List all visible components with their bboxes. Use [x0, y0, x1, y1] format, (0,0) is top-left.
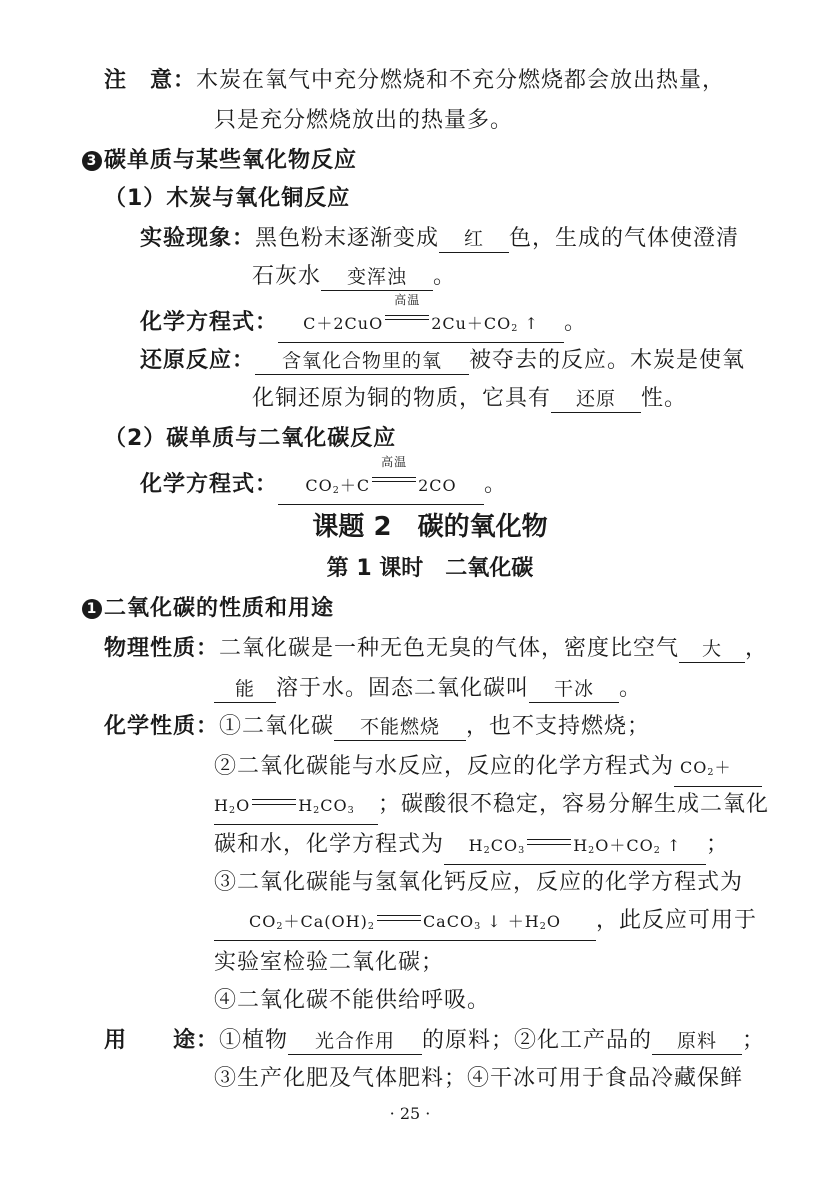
reduction-text-b: 化铜还原为铜的物质，它具有 — [252, 386, 552, 411]
eq5-caco-sub: 3 — [474, 920, 482, 932]
equation-end-1: 。 — [564, 310, 588, 335]
eq3-co-sub: 2 — [707, 766, 715, 778]
eq2-mid: ＋C — [339, 476, 371, 495]
eq1-condition-text: 高温 — [394, 293, 421, 307]
physical-line-1 — [104, 634, 768, 664]
eq1-gas-arrow: ↑ — [518, 314, 539, 333]
equation-label-1: 化学方程式： — [140, 310, 279, 335]
eq2-condition-text: 高温 — [381, 455, 408, 469]
equation-end-2: 。 — [484, 472, 508, 497]
physical-label: 物理性质： — [104, 636, 220, 661]
lesson-title: 课题 2 碳的氧化物 — [312, 512, 548, 542]
phenomenon-text-b: 色，生成的气体使澄清 — [509, 226, 740, 251]
equation-blank-2 — [278, 455, 484, 505]
eq4-h2: H — [573, 836, 589, 855]
eq2-subscript: 2 — [332, 484, 340, 496]
answer-blank-can: 能 — [214, 676, 276, 703]
eq5-co: CO — [249, 912, 277, 931]
eq2-equals-sign — [372, 477, 416, 482]
use-label: 用 途： — [104, 1028, 220, 1053]
subsection-1-title: （1）木炭与氧化铜反应 — [104, 186, 351, 211]
chemical-line-1 — [104, 712, 650, 742]
chemical-3-text-a: ③二氧化碳能与氢氧化钙反应，反应的化学方程式为 — [214, 870, 744, 895]
reduction-line-2 — [252, 384, 687, 414]
eq4-oco: O＋CO — [595, 836, 654, 855]
section-3-badge: 3 — [82, 151, 102, 171]
eq5-o: O — [546, 912, 561, 931]
note-line-1 — [104, 66, 725, 96]
eq3-equals-sign — [252, 799, 296, 805]
section-1-heading — [82, 594, 334, 624]
use-1-text-b: 的原料；②化工产品的 — [422, 1028, 653, 1053]
eq4-gas-arrow: ↑ — [660, 836, 682, 855]
note-text-1: 木炭在氧气中充分燃烧和不充分燃烧都会放出热量， — [196, 68, 726, 93]
eq1-subscript: 2 — [511, 322, 519, 334]
eq5-equals-sign — [377, 915, 421, 921]
answer-blank-photosynthesis: 光合作用 — [288, 1028, 422, 1055]
chemical-2-line-2 — [214, 790, 769, 825]
reduction-label: 还原反应： — [140, 348, 256, 373]
subsection-2-title: （2）碳单质与二氧化碳反应 — [104, 426, 397, 451]
section-3-heading — [82, 146, 357, 176]
use-1-end: ； — [742, 1028, 766, 1053]
eq1-condition — [383, 293, 431, 329]
answer-blank-greater: 大 — [679, 636, 745, 663]
chemical-2-line-1 — [214, 752, 762, 787]
phenomenon-end: 。 — [433, 264, 457, 289]
equation-blank-3b — [214, 793, 378, 825]
chemical-2-text-b: ；碳酸很不稳定，容易分解生成二氧化 — [378, 792, 770, 817]
physical-text-b: 溶于水。固态二氧化碳叫 — [276, 676, 530, 701]
use-1-text-a: ①植物 — [219, 1028, 289, 1053]
eq1-equals-sign — [385, 315, 429, 320]
equation-blank-4 — [444, 833, 706, 865]
use-line-2 — [214, 1064, 743, 1094]
eq5-caoh-sub: 2 — [367, 920, 375, 932]
eq3-h: H — [214, 796, 229, 815]
note-text-2: 只是充分燃烧放出的热量多。 — [214, 108, 514, 133]
eq1-left: C＋2CuO — [303, 314, 384, 333]
chemical-2-text-a: ②二氧化碳能与水反应，反应的化学方程式为 — [214, 754, 675, 779]
eq5-caco: CaCO — [422, 912, 475, 931]
subsection-1-heading — [104, 184, 350, 214]
answer-blank-dry-ice: 干冰 — [529, 676, 619, 703]
eq2-left: CO — [305, 476, 333, 495]
answer-blank-not-burn: 不能燃烧 — [334, 714, 466, 741]
phenomenon-text-c: 石灰水 — [252, 264, 322, 289]
eq5-caoh: ＋Ca(OH) — [283, 912, 368, 931]
use-2-text: ③生产化肥及气体肥料；④干冰可用于食品冷藏保鲜 — [214, 1066, 744, 1091]
chemical-4-line — [214, 986, 490, 1016]
chemical-2-line-3 — [214, 830, 729, 865]
eq3-co: CO — [680, 758, 708, 777]
eq4-co2-sub: 2 — [653, 844, 661, 856]
equation-line-2 — [140, 455, 508, 505]
chemical-label: 化学性质： — [104, 714, 220, 739]
chemical-4-text: ④二氧化碳不能供给呼吸。 — [214, 988, 491, 1013]
chemical-1-text-a: ①二氧化碳 — [219, 714, 335, 739]
physical-end: 。 — [619, 676, 643, 701]
eq4-h: H — [468, 836, 484, 855]
use-line-1 — [104, 1026, 765, 1056]
subsection-2-heading — [104, 424, 396, 454]
chemical-3-text-b: ，此反应可用于 — [596, 908, 758, 933]
reduction-text-a: 被夺去的反应。木炭是使氧 — [469, 348, 746, 373]
eq4-co3: CO — [490, 836, 519, 855]
eq2-right: 2CO — [418, 476, 457, 495]
section-1-badge: 1 — [82, 599, 102, 619]
chemical-3-line-1 — [214, 868, 743, 898]
lesson-period: 第 1 课时 二氧化碳 — [326, 556, 534, 581]
eq4-equals-sign — [527, 839, 571, 845]
answer-blank-raw-material: 原料 — [652, 1028, 742, 1055]
equation-blank-1 — [278, 293, 564, 343]
section-3-title: 碳单质与某些氧化物反应 — [104, 148, 358, 173]
eq5-co-sub: 2 — [276, 920, 284, 932]
answer-blank-oxygen: 含氧化合物里的氧 — [255, 348, 469, 375]
eq4-co3-sub: 3 — [518, 844, 526, 856]
chemical-3-line-2 — [214, 906, 757, 941]
physical-text-a: 二氧化碳是一种无色无臭的气体，密度比空气 — [219, 636, 680, 661]
chemical-2-end: ； — [706, 832, 730, 857]
section-1-title: 二氧化碳的性质和用途 — [104, 596, 335, 621]
eq5-precip-h: ↓ ＋H — [481, 912, 540, 931]
eq3-h2: H — [298, 796, 314, 815]
eq1-right: 2Cu＋CO — [431, 314, 512, 333]
eq3-h2-sub: 2 — [313, 804, 321, 816]
page-number: · 25 · — [389, 1104, 431, 1123]
eq5-h-sub: 2 — [539, 920, 547, 932]
chemical-1-text-b: ，也不支持燃烧； — [466, 714, 651, 739]
phenomenon-line-1 — [140, 224, 739, 254]
equation-blank-5 — [214, 909, 596, 941]
eq3-plus: ＋ — [714, 758, 732, 777]
eq4-h-sub: 2 — [483, 844, 491, 856]
equation-line-1 — [140, 293, 588, 343]
eq3-co3-sub: 3 — [347, 804, 355, 816]
note-label: 注 意： — [104, 68, 197, 93]
chemical-3-text-c: 实验室检验二氧化碳； — [214, 950, 445, 975]
phenomenon-text-a: 黑色粉末逐渐变成 — [255, 226, 440, 251]
eq4-h2-sub: 2 — [588, 844, 596, 856]
chemical-3-line-3 — [214, 948, 444, 978]
answer-blank-red: 红 — [439, 226, 509, 253]
phenomenon-label: 实验现象： — [140, 226, 256, 251]
physical-line-2 — [214, 674, 642, 704]
reduction-text-c: 性。 — [641, 386, 688, 411]
physical-comma: ， — [745, 636, 769, 661]
eq3-h-sub: 2 — [228, 804, 237, 816]
answer-blank-reducing: 还原 — [551, 386, 641, 413]
note-line-2 — [214, 106, 513, 136]
equation-blank-3a — [674, 755, 762, 787]
eq3-o: O — [236, 796, 251, 815]
eq3-co3: CO — [320, 796, 348, 815]
chemical-2-text-c: 碳和水，化学方程式为 — [214, 832, 445, 857]
reduction-line-1 — [140, 346, 745, 376]
eq2-condition — [370, 455, 418, 491]
phenomenon-line-2 — [252, 262, 456, 292]
equation-label-2: 化学方程式： — [140, 472, 279, 497]
answer-blank-turbid: 变浑浊 — [321, 264, 433, 291]
